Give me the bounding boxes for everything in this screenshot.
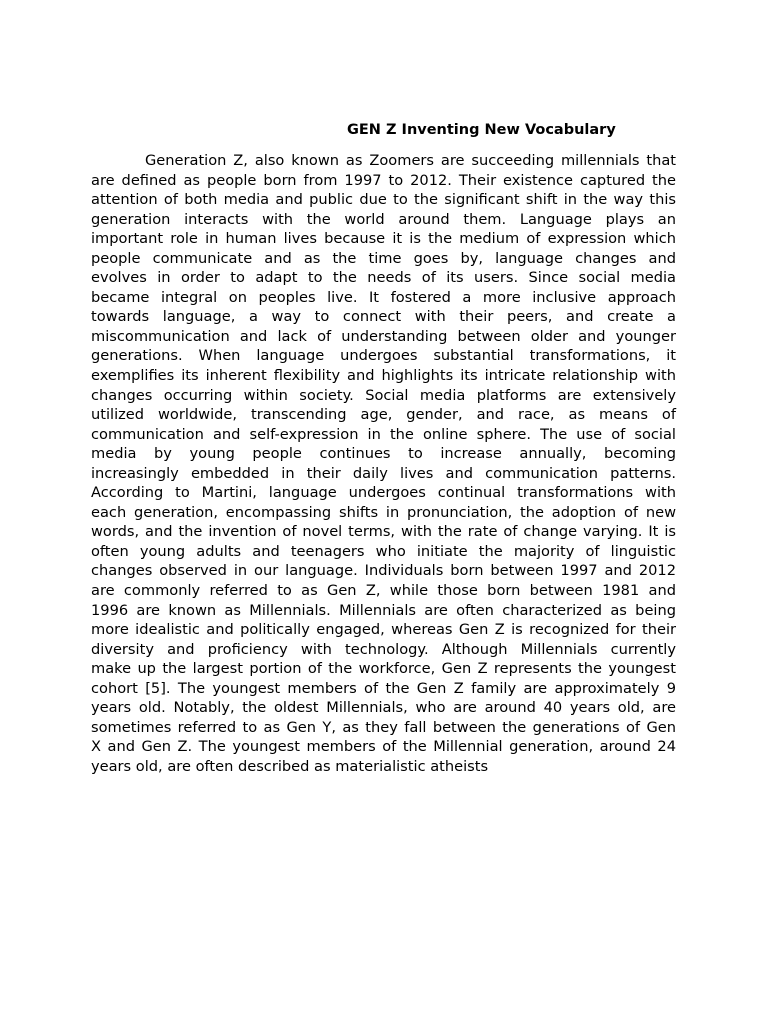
paragraph-line: are defined as people born from 1997 to 2012. Their existence captured the (91, 171, 676, 189)
paragraph-line: towards language, a way to connect with their peers, and create a (91, 308, 676, 326)
paragraph-line: generations. When language undergoes substantial transformations, it (91, 347, 676, 365)
document-title: GEN Z Inventing New Vocabulary (347, 122, 616, 138)
paragraph-line: make up the largest portion of the workforce, Gen Z represents the youngest (91, 660, 676, 678)
paragraph-line: According to Martini, language undergoes continual transformations with (91, 484, 676, 502)
paragraph-line: communication and self-expression in the online sphere. The use of social (91, 425, 676, 443)
paragraph-line: utilized worldwide, transcending age, gender, and race, as means of (91, 406, 676, 424)
paragraph-line: media by young people continues to increase annually, becoming (91, 445, 676, 463)
paragraph-line: years old, are often described as materialistic atheists (91, 757, 489, 775)
paragraph-line: each generation, encompassing shifts in pronunciation, the adoption of new (91, 503, 676, 521)
paragraph-line: are commonly referred to as Gen Z, while those born between 1981 and (91, 582, 676, 600)
paragraph-line: attention of both media and public due to the significant shift in the way this (91, 191, 676, 209)
paragraph-line: evolves in order to adapt to the needs of its users. Since social media (91, 269, 676, 287)
paragraph-line: changes occurring within society. Social media platforms are extensively (91, 386, 676, 404)
paragraph-line: increasingly embedded in their daily lives and communication patterns. (91, 464, 676, 482)
paragraph-line: years old. Notably, the oldest Millennials, who are around 40 years old, are (91, 699, 676, 717)
paragraph-line: X and Gen Z. The youngest members of the Millennial generation, around 24 (91, 738, 676, 756)
paragraph-line: cohort [5]. The youngest members of the Gen Z family are approximately 9 (91, 679, 676, 697)
paragraph-line: generation interacts with the world around them. Language plays an (91, 210, 676, 228)
paragraph-line: people communicate and as the time goes by, language changes and (91, 249, 676, 267)
paragraph-line: sometimes referred to as Gen Y, as they fall between the generations of Gen (91, 718, 676, 736)
body-paragraph (91, 151, 676, 777)
paragraph-line: more idealistic and politically engaged, whereas Gen Z is recognized for their (91, 621, 676, 639)
paragraph-line: miscommunication and lack of understanding between older and younger (91, 327, 676, 345)
paragraph-line: important role in human lives because it is the medium of expression which (91, 230, 676, 248)
paragraph-line: changes observed in our language. Individuals born between 1997 and 2012 (91, 562, 676, 580)
paragraph-line: often young adults and teenagers who initiate the majority of linguistic (91, 542, 676, 560)
paragraph-line: words, and the invention of novel terms, with the rate of change varying. It is (91, 523, 676, 541)
paragraph-line: exemplifies its inherent flexibility and highlights its intricate relationship with (91, 367, 676, 385)
paragraph-line: diversity and proficiency with technology. Although Millennials currently (91, 640, 676, 658)
paragraph-line: 1996 are known as Millennials. Millennials are often characterized as being (91, 601, 676, 619)
paragraph-line: Generation Z, also known as Zoomers are succeeding millennials that (145, 152, 676, 169)
paragraph-line: became integral on peoples live. It fostered a more inclusive approach (91, 288, 676, 306)
